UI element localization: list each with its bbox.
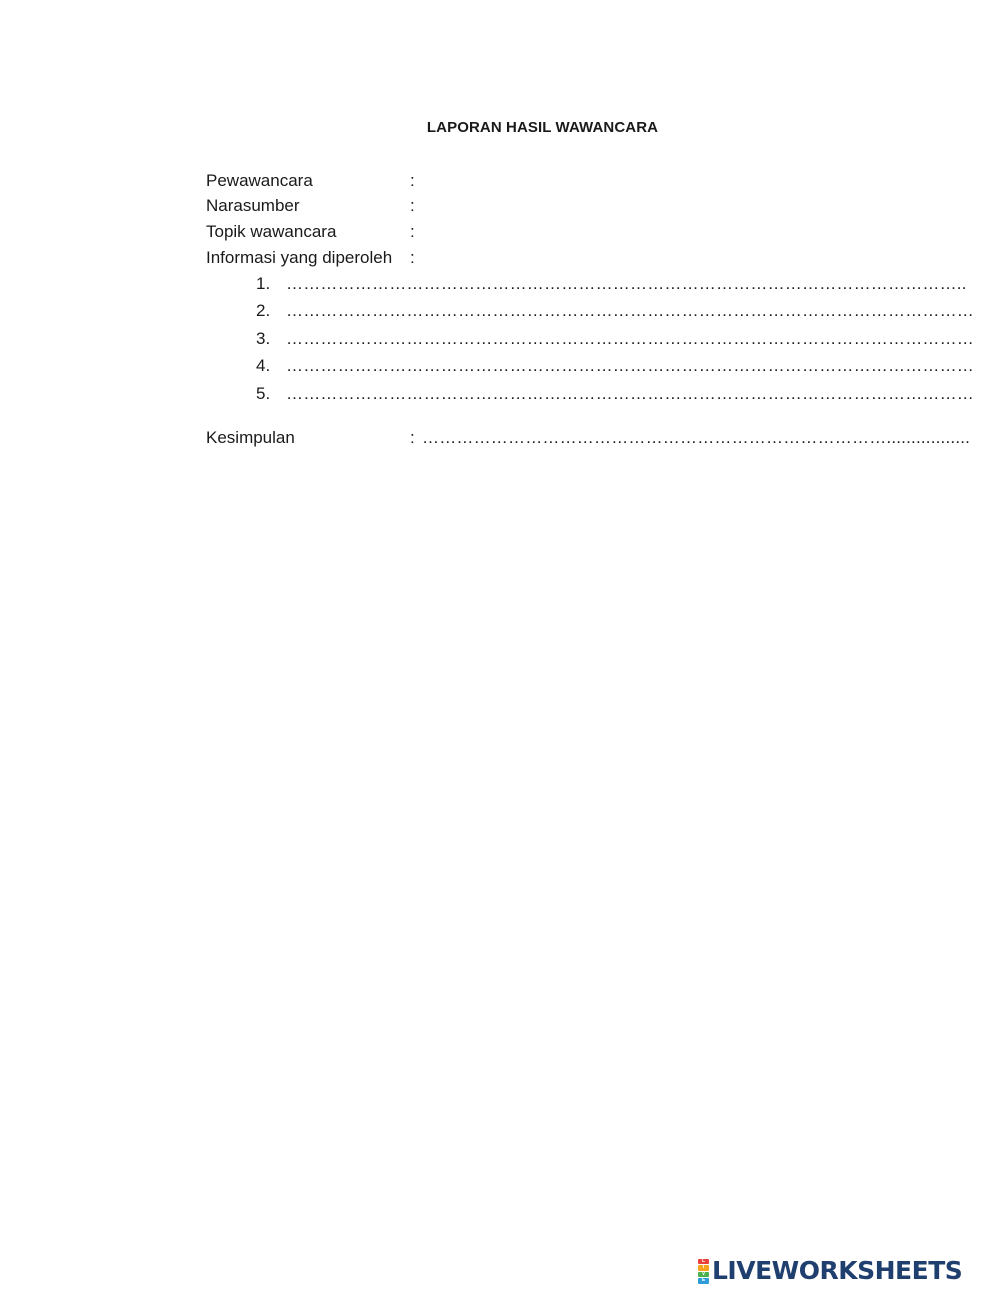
item-number: 3.: [256, 329, 271, 348]
logo-letter: V: [698, 1272, 709, 1278]
brand-wordmark: LIVEWORKSHEETS: [712, 1256, 963, 1285]
logo-letter: E: [698, 1278, 709, 1284]
field-value: ……………………………………………………………………….................: [422, 428, 971, 447]
item-blank: …………………………………………………………………………………………………………: [286, 329, 974, 348]
live-logo-icon: [698, 1258, 709, 1284]
item-blank: ………………………………………………………………………………………………………..: [286, 274, 967, 293]
logo-letter: I: [698, 1265, 709, 1271]
field-label: Pewawancara: [206, 171, 313, 190]
field-label: Topik wawancara: [206, 222, 337, 241]
item-blank: …………………………………………………………………………………………………………: [286, 384, 974, 403]
item-number: 2.: [256, 301, 271, 320]
item-number: 1.: [256, 274, 271, 293]
field-colon: :: [410, 248, 415, 267]
item-blank: …………………………………………………………………………………………………………: [286, 356, 974, 375]
field-colon: :: [410, 428, 415, 447]
liveworksheets-logo: [698, 1257, 962, 1285]
field-colon: :: [410, 171, 415, 190]
field-colon: :: [410, 222, 415, 241]
field-label: Kesimpulan: [206, 428, 295, 447]
document-title: LAPORAN HASIL WAWANCARA: [426, 119, 659, 136]
field-label: Informasi yang diperoleh: [206, 248, 393, 267]
item-blank: …………………………………………………………………………………………………………: [286, 301, 974, 320]
field-colon: :: [410, 196, 415, 215]
item-number: 5.: [256, 384, 271, 403]
logo-letter: L: [698, 1259, 709, 1265]
field-label: Narasumber: [206, 196, 300, 215]
item-number: 4.: [256, 356, 271, 375]
